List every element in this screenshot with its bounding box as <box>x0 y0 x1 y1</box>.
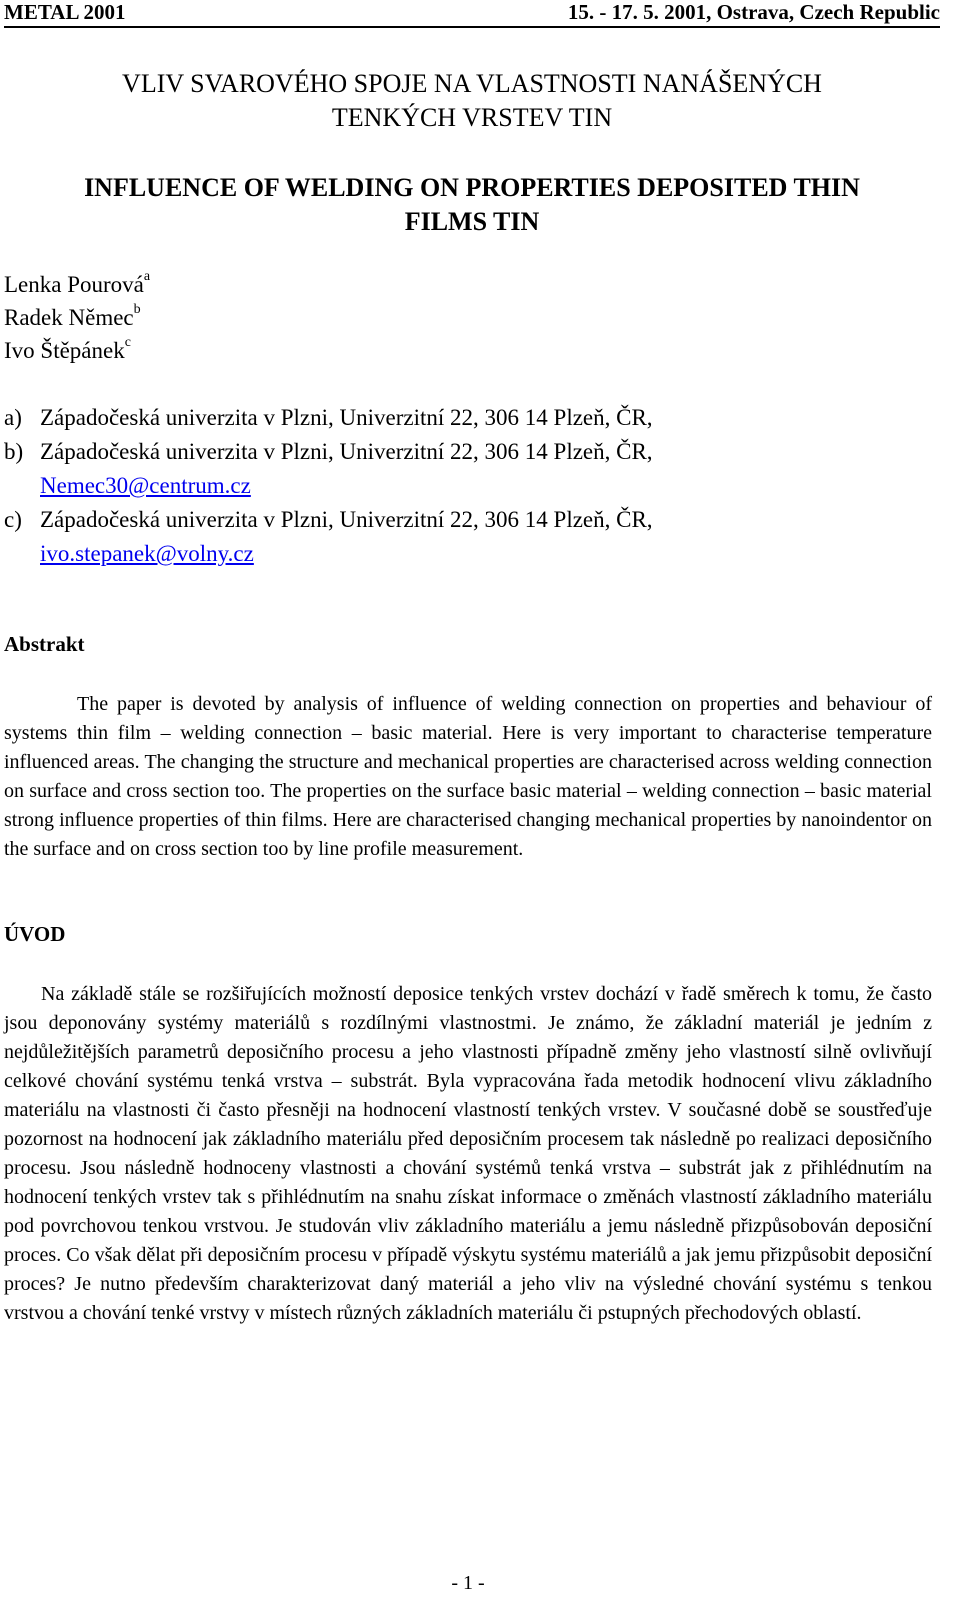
title-czech-line2: TENKÝCH VRSTEV TIN <box>331 103 613 132</box>
author <box>4 268 150 301</box>
title-english <box>4 171 940 239</box>
affiliation <box>4 401 653 435</box>
title-english-line2: FILMS TIN <box>404 207 540 236</box>
introduction-heading: ÚVOD <box>4 922 66 946</box>
affiliation <box>4 503 653 537</box>
affiliation-email-row <box>4 469 653 503</box>
affiliation <box>4 435 653 469</box>
affiliation-text: Západočeská univerzita v Plzni, Univerzitní 22, 306 14 Plzeň, ČR, <box>40 439 653 464</box>
author-affiliation-mark: a <box>143 269 151 285</box>
title-czech <box>4 67 940 135</box>
affiliation-label: c) <box>4 507 22 532</box>
introduction-text: Na základě stále se rozšiřujících možností deposice tenkých vrstev dochází v řadě směrech k tomu, že často jsou deponovány systémy materiálů s rozdílnými vlastnostmi. Je známo, že základní materiál je jedním z nejdůležitějších parametrů deposičního procesu a jeho vlastnosti případně změny jeho vlastností silně ovlivňují celkové chování systému tenká vrstva – substrát. Byla vypracována řada metodik hodnocení vlivu základního materiálu na vlastnosti či často přesněji na hodnocení vlastností tenkých vrstev. V současné době se soustřeďuje pozornost na hodnocení jak základního materiálu před deposičním procesem tak následně po realizaci deposičního procesu. Jsou následně hodnoceny vlastnosti a chování systémů tenká vrstva – substrát jak z přihlédnutím na hodnocení tenkých vrstev tak s přihlédnutím na snahu získat informace o změnách vlastností základního materiálu pod povrchovou tenkou vrstvou. Je studován vliv základního materiálu a jemu následně přizpůsobován deposiční proces. Co však dělat při deposičním procesu v případě výskytu systému materiálů a jak jemu přizpůsobit deposiční proces? Je nutno především charakterizovat daný materiál a jeho vliv na výsledné chování systému s tenkou vrstvou a chování tenké vrstvy v místech různých základních materiálu či pstupných přechodových oblastí. <box>4 983 932 1324</box>
page-header <box>4 0 940 28</box>
author <box>4 301 150 334</box>
email-link-stepanek[interactable]: ivo.stepanek@volny.cz <box>40 541 254 566</box>
affiliation-label: b) <box>4 439 24 464</box>
author-name: Radek Němec <box>4 305 134 330</box>
title-czech-line1: VLIV SVAROVÉHO SPOJE NA VLASTNOSTI NANÁŠENÝCH <box>122 69 822 98</box>
affiliation-email-row <box>4 537 653 571</box>
page-number: - 1 - <box>451 1572 485 1594</box>
affiliation-text: Západočeská univerzita v Plzni, Univerzitní 22, 306 14 Plzeň, ČR, <box>40 507 653 532</box>
affiliation-text: Západočeská univerzita v Plzni, Univerzitní 22, 306 14 Plzeň, ČR, <box>40 405 653 430</box>
author-name: Ivo Štěpánek <box>4 338 125 363</box>
email-link-nemec[interactable]: Nemec30@centrum.cz <box>40 473 251 498</box>
author <box>4 334 150 367</box>
conference-name: METAL 2001 <box>4 0 126 24</box>
author-affiliation-mark: b <box>133 302 141 318</box>
abstract-text: The paper is devoted by analysis of influence of welding connection on properties and behaviour of systems thin film – welding connection – basic material. Here is very important to characterise temperature influenced areas. The changing the structure and mechanical properties are characterised across welding connection on surface and cross section too. The properties on the surface basic material – welding connection – basic material strong influence properties of thin films. Here are characterised changing mechanical properties by nanoindentor on the surface and on cross section too by line profile measurement. <box>4 693 932 860</box>
author-affiliation-mark: c <box>124 335 131 351</box>
title-english-line1: INFLUENCE OF WELDING ON PROPERTIES DEPOSITED THIN <box>84 173 860 202</box>
author-list <box>4 268 150 367</box>
affiliation-label: a) <box>4 405 22 430</box>
affiliation-list <box>4 401 653 571</box>
conference-date-place: 15. - 17. 5. 2001, Ostrava, Czech Republic <box>567 0 940 24</box>
abstract-heading: Abstrakt <box>4 632 85 656</box>
author-name: Lenka Pourová <box>4 272 144 297</box>
